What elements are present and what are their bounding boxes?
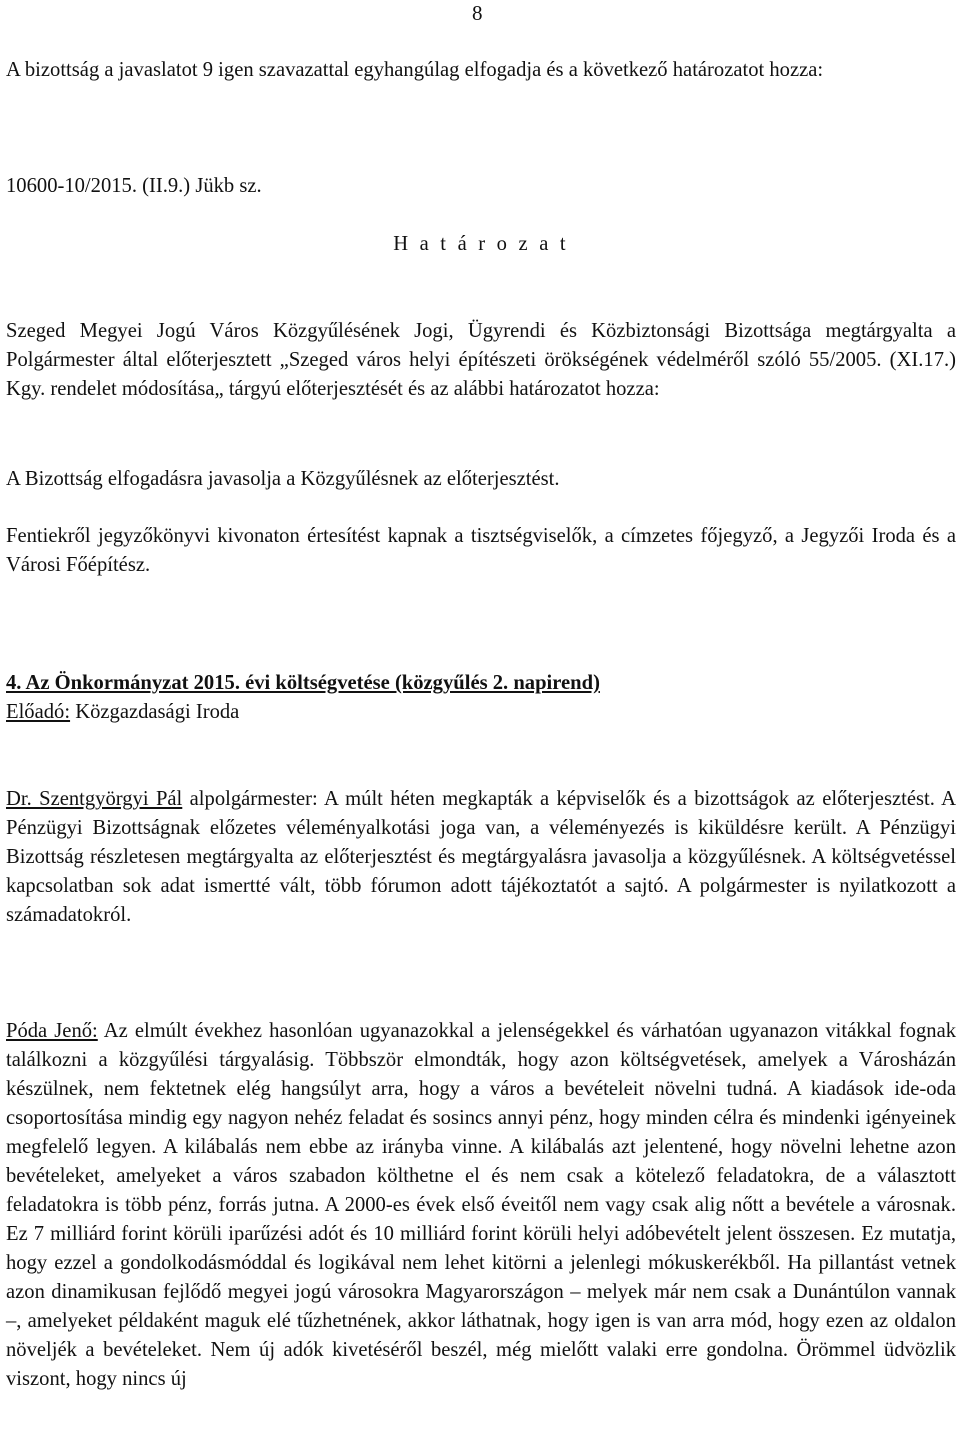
recommendation-paragraph: A Bizottság elfogadásra javasolja a Közgyűlésnek az előterjesztést. bbox=[6, 468, 560, 490]
resolution-body: Szeged Megyei Jogú Város Közgyűlésének Jogi, Ügyrendi és Közbiztonsági Bizottsága megtárgyalta a Polgármester által előterjesztett „Szeged város helyi építészeti örökségének védelméről szóló 55/2005. (XI.17.) Kgy. rendelet módosítása„ tárgyú előterjesztését és az alábbi határozatot hozza: bbox=[6, 320, 956, 400]
speaker-name: Dr. Szentgyörgyi Pál bbox=[6, 788, 183, 810]
speech-text: Az elmúlt évekhez hasonlóan ugyanazokkal a jelenségekkel és várhatóan ugyanazon vitákkal fognak találkozni a közgyűlési tárgyalásig. Többször elmondták, hogy azon költségvetések, amelyek a Városházán készülnek, nem fektetnek elég hangsúlyt arra, hogy a város a bevételeit növelni tudná. A kiadások ide-oda csoportosítása mindig egy nagyon nehéz feladat és sosincs annyi pénz, hogy minden célra és mindenki igényeinek megfelelő legyen. A kilábalás nem ebbe az irányba vinne. A kilábalás azt jelentené, hogy növelni lehetne azon bevételeket, amelyeket a város szabadon költhetne el és nem csak a kötelező feladatokra, de a választott feladatokra is több pénz, forrás jutna. A 2000-es évek első éveitől nem vagy csak alig nőtt a bevétele a városnak. Ez 7 milliárd forint körüli iparűzési adót és 10 milliárd forint körüli helyi adóbevételt jelent összesen. Ez mutatja, hogy ezzel a gondolkodásmóddal és logikával nem lehet kitörni a jelenlegi mókuskerékből. Ha pillantást vetnek azon dinamikusan fejlődő megyei jogú városokra Magyarországon – melyek már nem csak a Dunántúlon vannak –, amelyeket példaként maguk elé tűzhetnének, akkor láthatnak, hogy igen is van arra mód, hogy ezen az oldalon növeljék a bevételeket. Nem új adók kivetéséről beszél, még mielőtt valaki erre gondolna. Örömmel üdvözlik viszont, hogy nincs új bbox=[6, 1020, 957, 1390]
intro-paragraph: A bizottság a javaslatot 9 igen szavazattal egyhangúlag elfogadja és a következő határozatot hozza: bbox=[6, 59, 824, 81]
notification-paragraph: Fentiekről jegyzőkönyvi kivonaton értesítést kapnak a tisztségviselők, a címzetes főjegyző, a Jegyzői Iroda és a Városi Főépítész. bbox=[6, 525, 956, 576]
presenter-name: Közgazdasági Iroda bbox=[70, 701, 240, 723]
speech-paragraph bbox=[6, 1017, 956, 1394]
resolution-number: 10600-10/2015. (II.9.) Jükb sz. bbox=[6, 175, 262, 197]
agenda-title: 4. Az Önkormányzat 2015. évi költségvetése (közgyűlés 2. napirend) bbox=[6, 672, 600, 694]
speech-paragraph bbox=[6, 785, 956, 930]
page-number: 8 bbox=[472, 1, 483, 25]
speech-text: alpolgármester: A múlt héten megkapták a képviselők és a bizottságok az előterjesztést. A Pénzügyi Bizottságnak előzetes véleményalkotási joga van, a véleményezés is kiküldésre került. A Pénzügyi Bizottság részletesen megtárgyalta az előterjesztést és megtárgyalásra javasolja a közgyűlésnek. A költségvetéssel kapcsolatban sok adat ismertté vált, több fórumon adott tájékoztatót a sajtó. A polgármester is nyilatkozott a számadatokról. bbox=[6, 788, 956, 926]
speaker-name: Póda Jenő: bbox=[6, 1020, 98, 1042]
presenter-label: Előadó: bbox=[6, 701, 71, 723]
agenda-presenter bbox=[6, 698, 956, 727]
resolution-heading: H a t á r o z a t bbox=[393, 233, 569, 255]
